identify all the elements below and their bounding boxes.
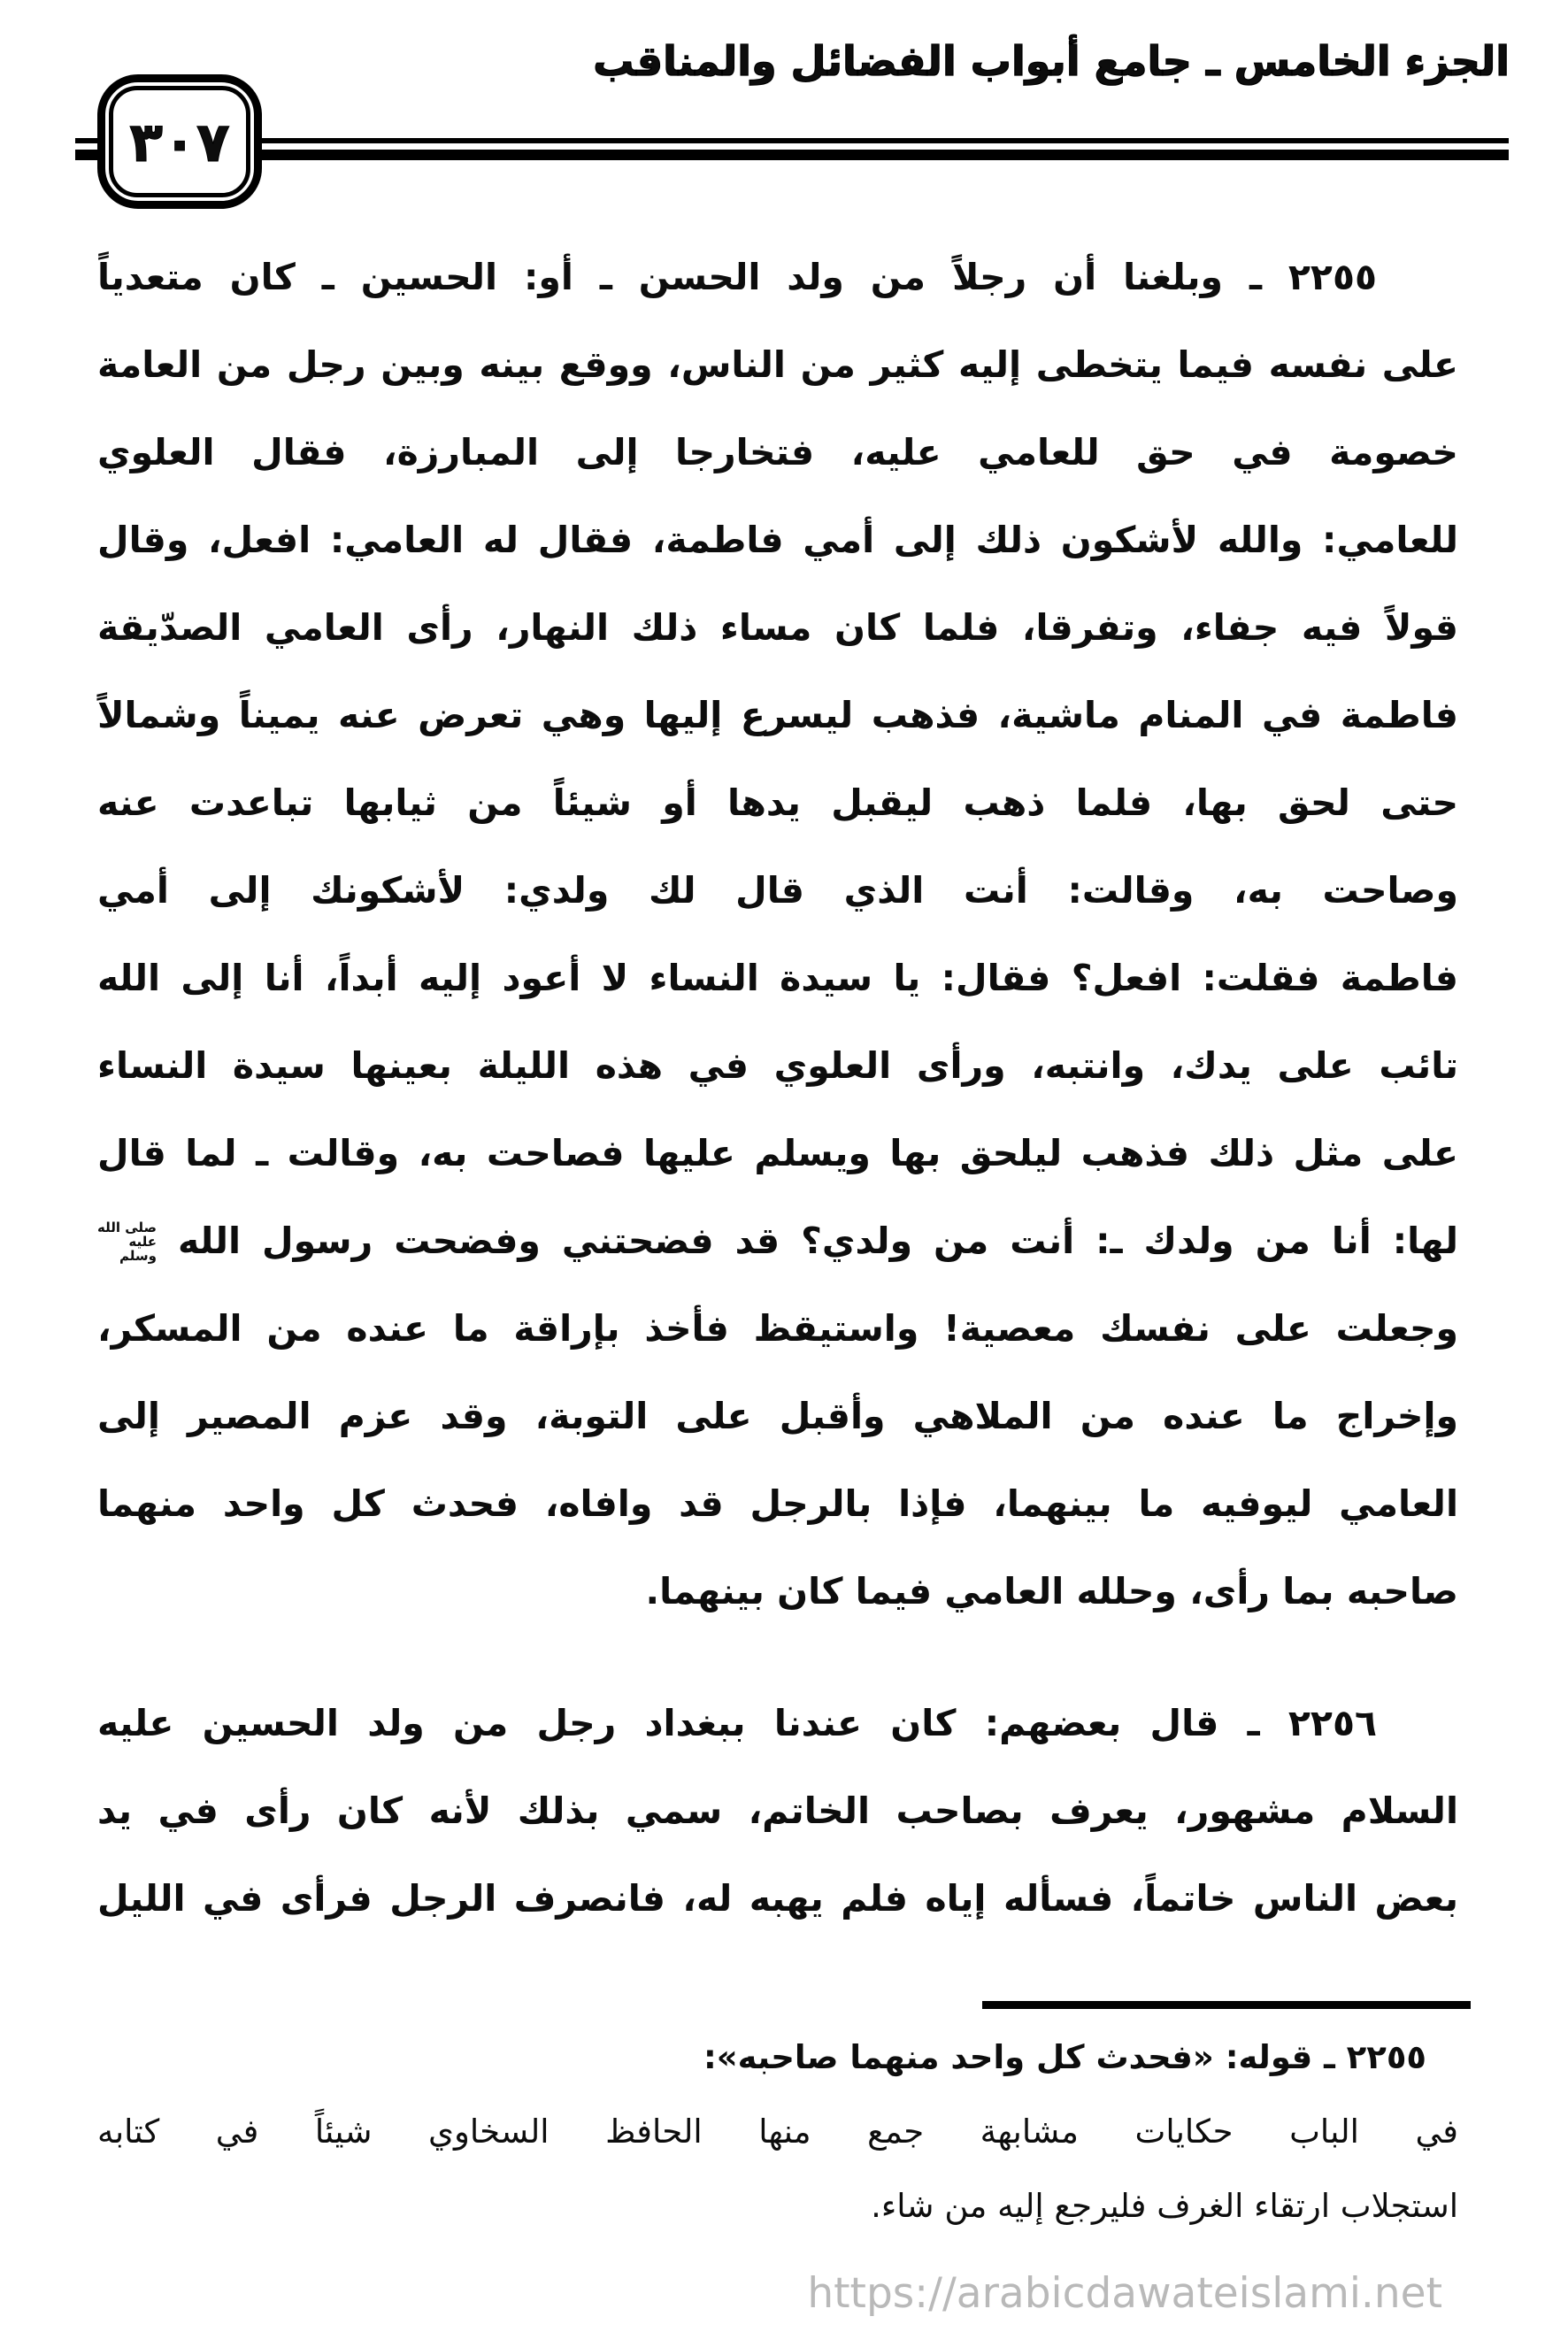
footnote-line: ٢٢٥٥ ـ قوله: «فحدث كل واحد منهما صاحبه»: (703, 2038, 1426, 2076)
paragraph-2255 (97, 234, 1458, 1635)
paragraph-2256 (97, 1680, 1458, 1943)
text-line: العامي ليوفيه ما بينهما، فإذا بالرجل قد وافاه، فحدث كل واحد منهما (97, 1482, 1458, 1525)
text-line: قولاً فيه جفاء، وتفرقا، فلما كان مساء ذلك النهار، رأى العامي الصدّيقة (97, 606, 1458, 649)
text-line: خصومة في حق للعامي عليه، فتخارجا إلى المبارزة، فقال العلوي (97, 431, 1458, 473)
text-line: صاحبه بما رأى، وحلله العامي فيما كان بينهما. (645, 1570, 1458, 1612)
watermark-url: https://arabicdawateislami.net (807, 2269, 1442, 2318)
page-title: الجزء الخامس ـ جامع أبواب الفضائل والمناقب (593, 37, 1510, 85)
footnote-line: استجلاب ارتقاء الغرف فليرجع إليه من شاء. (871, 2187, 1458, 2225)
footnote (97, 2020, 1458, 2243)
text-line: ٢٢٥٥ ـ وبلغنا أن رجلاً من ولد الحسن ـ أو: الحسين ـ كان متعدياً (97, 256, 1377, 298)
text-line: لها: أنا من ولدك ـ: أنت من ولدي؟ قد فضحتني وفضحت رسول الله (178, 1220, 1458, 1262)
main-text (97, 234, 1458, 1943)
text-line: للعامي: والله لأشكون ذلك إلى أمي فاطمة، فقال له العامي: افعل، وقال (97, 519, 1458, 561)
page-number: ٣٠٧ (109, 86, 250, 197)
header-rule-thick (75, 150, 1509, 160)
header-rule-thin (75, 138, 1509, 143)
text-line: السلام مشهور، يعرف بصاحب الخاتم، سمي بذلك لأنه كان رأى في يد (97, 1789, 1458, 1832)
text-line: ٢٢٥٦ ـ قال بعضهم: كان عندنا ببغداد رجل من ولد الحسين عليه (97, 1702, 1377, 1744)
footnote-separator (982, 2001, 1471, 2009)
text-line: فاطمة فقلت: افعل؟ فقال: يا سيدة النساء لا أعود إليه أبداً، أنا إلى الله (97, 957, 1458, 999)
text-line: تائب على يدك، وانتبه، ورأى العلوي في هذه الليلة بعينها سيدة النساء (97, 1044, 1458, 1087)
text-line: فاطمة في المنام ماشية، فذهب ليسرع إليها وهي تعرض عنه يميناً وشمالاً (97, 694, 1458, 736)
footnote-line: في الباب حكايات مشابهة جمع منها الحافظ السخاوي شيئاً في كتابه (97, 2113, 1458, 2151)
text-line: وإخراج ما عنده من الملاهي وأقبل على التوبة، وقد عزم المصير إلى (97, 1395, 1458, 1437)
text-line: وصاحت به، وقالت: أنت الذي قال لك ولدي: لأشكونك إلى أمي (97, 869, 1458, 912)
page-number-box (97, 74, 262, 209)
text-line: وجعلت على نفسك معصية! واستيقظ فأخذ بإراقة ما عنده من المسكر، (97, 1307, 1458, 1350)
text-line: حتى لحق بها، فلما ذهب ليقبل يدها أو شيئاً من ثيابها تباعدت عنه (97, 781, 1458, 824)
text-line: على مثل ذلك فذهب ليلحق بها ويسلم عليها فصاحت به، وقالت ـ لما قال (97, 1132, 1458, 1174)
text-line: على نفسه فيما يتخطى إليه كثير من الناس، ووقع بينه وبين رجل من العامة (97, 343, 1458, 386)
salla-allahu-alayhi-wasallam-ligature: صلى الله عليه وسلم (97, 1220, 158, 1264)
text-line: بعض الناس خاتماً، فسأله إياه فلم يهبه له، فانصرف الرجل فرأى في الليل (97, 1877, 1458, 1920)
text-line-with-saw (97, 1197, 1458, 1285)
